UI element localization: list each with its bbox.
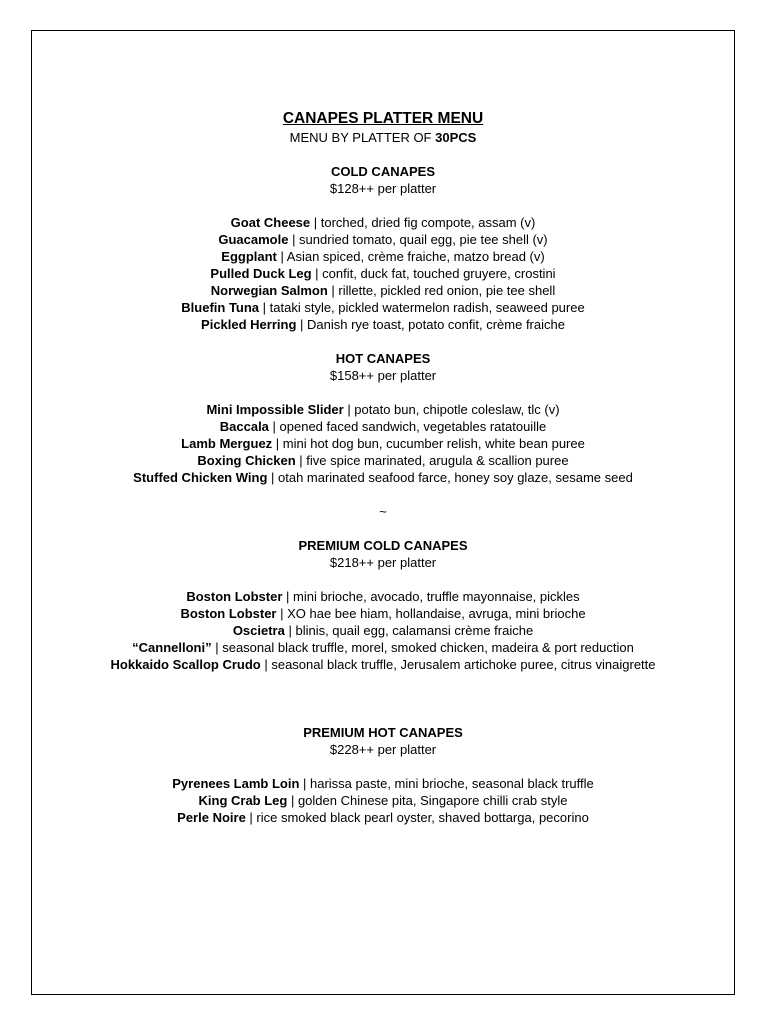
menu-item <box>31 248 735 265</box>
section-title: PREMIUM COLD CANAPES <box>298 538 468 553</box>
item-description: | otah marinated seafood farce, honey soy glaze, sesame seed <box>267 470 633 485</box>
item-description: | Asian spiced, crème fraiche, matzo bread (v) <box>276 249 545 264</box>
menu-document <box>31 109 735 826</box>
item-name: Stuffed Chicken Wing <box>133 470 268 485</box>
section-price: $218++ per platter <box>329 555 437 570</box>
item-name: Pulled Duck Leg <box>210 266 312 281</box>
menu-subtitle <box>31 129 735 146</box>
menu-item <box>31 401 735 418</box>
section-separator: ~ <box>379 504 387 519</box>
item-name: Baccala <box>219 419 269 434</box>
section-title: PREMIUM HOT CANAPES <box>303 725 463 740</box>
menu-item <box>31 775 735 792</box>
item-name: Lamb Merguez <box>181 436 273 451</box>
subtitle-quantity: 30PCS <box>435 130 477 145</box>
item-description: | five spice marinated, arugula & scallion puree <box>295 453 569 468</box>
menu-item <box>31 656 735 673</box>
item-name: Pickled Herring <box>201 317 297 332</box>
item-name: Bluefin Tuna <box>181 300 260 315</box>
item-name: Hokkaido Scallop Crudo <box>110 657 261 672</box>
section-title: HOT CANAPES <box>335 351 431 366</box>
item-description: | harissa paste, mini brioche, seasonal black truffle <box>299 776 594 791</box>
item-description: | tataki style, pickled watermelon radish, seaweed puree <box>259 300 585 315</box>
item-description: | mini brioche, avocado, truffle mayonnaise, pickles <box>282 589 580 604</box>
item-name: Oscietra <box>232 623 285 638</box>
item-name: “Cannelloni” <box>132 640 212 655</box>
item-name: Norwegian Salmon <box>210 283 328 298</box>
section-premium-cold-canapes <box>31 537 735 673</box>
item-name: King Crab Leg <box>198 793 288 808</box>
item-name: Eggplant <box>221 249 277 264</box>
item-description: | sundried tomato, quail egg, pie tee shell (v) <box>288 232 548 247</box>
item-description: | Danish rye toast, potato confit, crème fraiche <box>296 317 565 332</box>
item-description: | seasonal black truffle, Jerusalem artichoke puree, citrus vinaigrette <box>260 657 656 672</box>
menu-item <box>31 622 735 639</box>
menu-item <box>31 452 735 469</box>
menu-item <box>31 231 735 248</box>
menu-item <box>31 588 735 605</box>
item-description: | opened faced sandwich, vegetables ratatouille <box>268 419 547 434</box>
item-description: | blinis, quail egg, calamansi crème fraiche <box>284 623 534 638</box>
menu-item <box>31 214 735 231</box>
menu-item <box>31 605 735 622</box>
section-price: $228++ per platter <box>329 742 437 757</box>
item-description: | potato bun, chipotle coleslaw, tlc (v) <box>343 402 560 417</box>
section-premium-hot-canapes <box>31 724 735 826</box>
menu-title: CANAPES PLATTER MENU <box>282 110 484 127</box>
item-description: | seasonal black truffle, morel, smoked chicken, madeira & port reduction <box>211 640 634 655</box>
section-price: $128++ per platter <box>329 181 437 196</box>
item-name: Guacamole <box>218 232 289 247</box>
item-name: Mini Impossible Slider <box>206 402 344 417</box>
menu-item <box>31 792 735 809</box>
section-title: COLD CANAPES <box>330 164 435 179</box>
spacer <box>31 673 735 707</box>
menu-item <box>31 435 735 452</box>
item-name: Boston Lobster <box>180 606 277 621</box>
menu-item <box>31 265 735 282</box>
menu-item <box>31 316 735 333</box>
item-name: Boxing Chicken <box>197 453 296 468</box>
section-price: $158++ per platter <box>329 368 437 383</box>
subtitle-prefix: MENU BY PLATTER OF <box>289 130 436 145</box>
item-description: | torched, dried fig compote, assam (v) <box>310 215 536 230</box>
item-name: Perle Noire <box>177 810 246 825</box>
section-hot-canapes <box>31 350 735 486</box>
item-description: | rillette, pickled red onion, pie tee shell <box>327 283 556 298</box>
menu-item <box>31 639 735 656</box>
item-name: Boston Lobster <box>186 589 283 604</box>
menu-item <box>31 282 735 299</box>
item-description: | rice smoked black pearl oyster, shaved bottarga, pecorino <box>245 810 589 825</box>
item-name: Goat Cheese <box>230 215 311 230</box>
menu-item <box>31 418 735 435</box>
item-description: | confit, duck fat, touched gruyere, crostini <box>311 266 556 281</box>
menu-item <box>31 469 735 486</box>
item-name: Pyrenees Lamb Loin <box>172 776 300 791</box>
section-cold-canapes <box>31 163 735 333</box>
menu-item <box>31 809 735 826</box>
item-description: | mini hot dog bun, cucumber relish, white bean puree <box>272 436 585 451</box>
menu-item <box>31 299 735 316</box>
item-description: | XO hae bee hiam, hollandaise, avruga, mini brioche <box>276 606 586 621</box>
item-description: | golden Chinese pita, Singapore chilli crab style <box>287 793 568 808</box>
